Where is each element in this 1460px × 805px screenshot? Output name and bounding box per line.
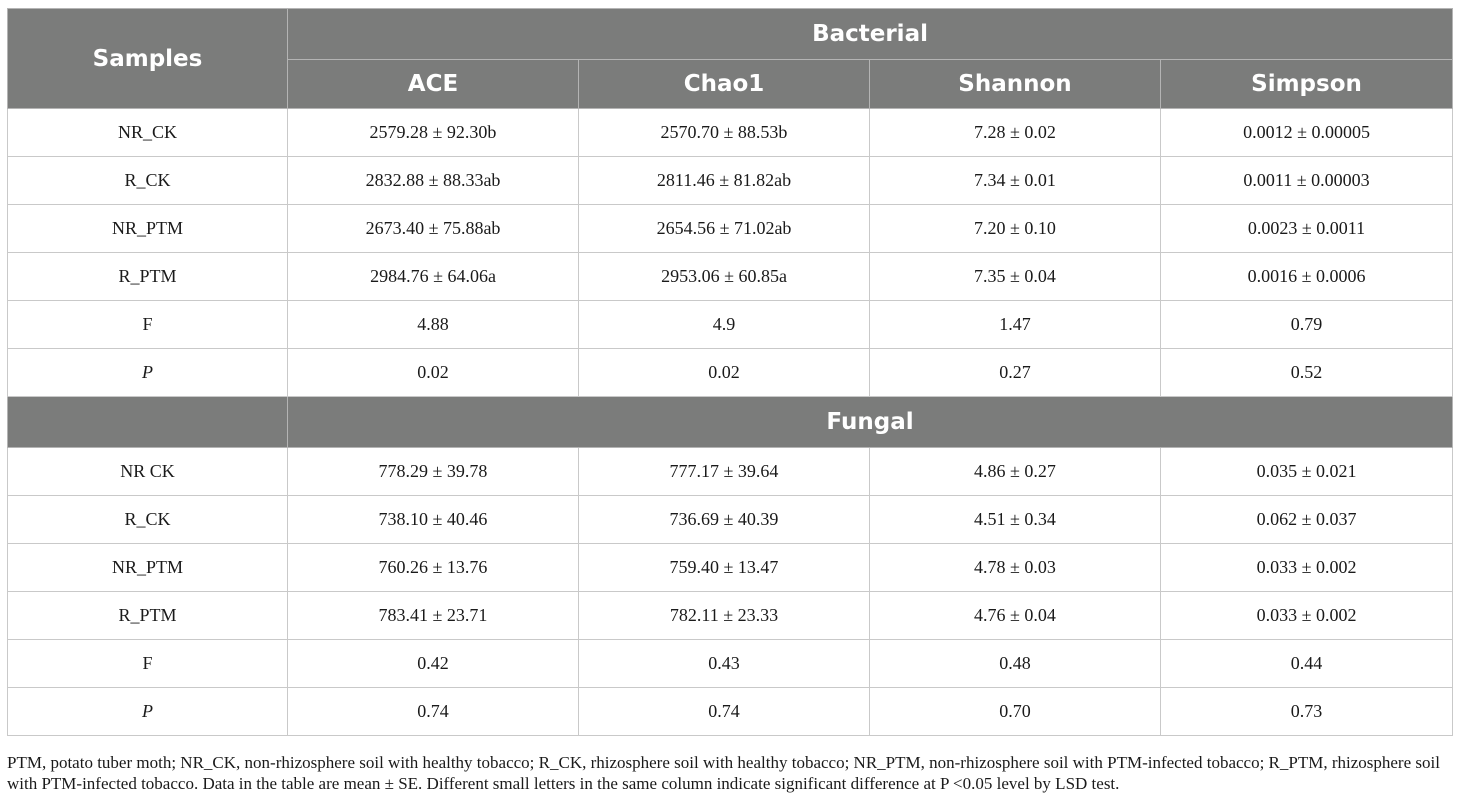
simpson-cell: 0.035 ± 0.021: [1161, 448, 1453, 496]
simpson-cell: 0.0023 ± 0.0011: [1161, 205, 1453, 253]
chao1-cell: 0.74: [579, 688, 870, 736]
col-header-chao1: Chao1: [579, 60, 870, 109]
shannon-cell: 1.47: [870, 301, 1161, 349]
table-row: [8, 640, 1453, 688]
sample-cell: NR_PTM: [8, 205, 288, 253]
chao1-cell: 782.11 ± 23.33: [579, 592, 870, 640]
ace-cell: 2832.88 ± 88.33ab: [288, 157, 579, 205]
simpson-cell: 0.062 ± 0.037: [1161, 496, 1453, 544]
table-row: [8, 496, 1453, 544]
simpson-cell: 0.0011 ± 0.00003: [1161, 157, 1453, 205]
simpson-cell: 0.033 ± 0.002: [1161, 592, 1453, 640]
sample-cell: P: [8, 688, 288, 736]
sample-cell: F: [8, 640, 288, 688]
table-row: [8, 109, 1453, 157]
fungal-header-row: [8, 397, 1453, 448]
ace-cell: 0.02: [288, 349, 579, 397]
ace-cell: 760.26 ± 13.76: [288, 544, 579, 592]
col-header-shannon: Shannon: [870, 60, 1161, 109]
ace-cell: 783.41 ± 23.71: [288, 592, 579, 640]
table-row: [8, 544, 1453, 592]
shannon-cell: 0.70: [870, 688, 1161, 736]
chao1-cell: 2570.70 ± 88.53b: [579, 109, 870, 157]
sample-cell: R_CK: [8, 496, 288, 544]
shannon-cell: 4.51 ± 0.34: [870, 496, 1161, 544]
samples-header: Samples: [8, 9, 288, 109]
shannon-cell: 4.86 ± 0.27: [870, 448, 1161, 496]
sample-cell: R_PTM: [8, 253, 288, 301]
table-row: [8, 688, 1453, 736]
sample-cell: F: [8, 301, 288, 349]
ace-cell: 2984.76 ± 64.06a: [288, 253, 579, 301]
simpson-cell: 0.033 ± 0.002: [1161, 544, 1453, 592]
table-row: [8, 592, 1453, 640]
sample-cell: R_PTM: [8, 592, 288, 640]
shannon-cell: 7.20 ± 0.10: [870, 205, 1161, 253]
table-row: [8, 448, 1453, 496]
sample-cell: NR_PTM: [8, 544, 288, 592]
chao1-cell: 0.02: [579, 349, 870, 397]
chao1-cell: 4.9: [579, 301, 870, 349]
header-row-group: [8, 9, 1453, 60]
table-row: [8, 205, 1453, 253]
chao1-cell: 2654.56 ± 71.02ab: [579, 205, 870, 253]
chao1-cell: 0.43: [579, 640, 870, 688]
shannon-cell: 0.48: [870, 640, 1161, 688]
table-row: [8, 157, 1453, 205]
table-row: [8, 301, 1453, 349]
ace-cell: 4.88: [288, 301, 579, 349]
chao1-cell: 2953.06 ± 60.85a: [579, 253, 870, 301]
shannon-cell: 0.27: [870, 349, 1161, 397]
fungal-header-blank: [8, 397, 288, 448]
table-row: [8, 349, 1453, 397]
ace-cell: 0.42: [288, 640, 579, 688]
sample-cell: P: [8, 349, 288, 397]
ace-cell: 738.10 ± 40.46: [288, 496, 579, 544]
sample-cell: NR_CK: [8, 109, 288, 157]
simpson-cell: 0.73: [1161, 688, 1453, 736]
chao1-cell: 759.40 ± 13.47: [579, 544, 870, 592]
simpson-cell: 0.79: [1161, 301, 1453, 349]
col-header-simpson: Simpson: [1161, 60, 1453, 109]
shannon-cell: 4.76 ± 0.04: [870, 592, 1161, 640]
shannon-cell: 4.78 ± 0.03: [870, 544, 1161, 592]
simpson-cell: 0.44: [1161, 640, 1453, 688]
ace-cell: 778.29 ± 39.78: [288, 448, 579, 496]
simpson-cell: 0.0016 ± 0.0006: [1161, 253, 1453, 301]
sample-cell: R_CK: [8, 157, 288, 205]
simpson-cell: 0.0012 ± 0.00005: [1161, 109, 1453, 157]
diversity-table: [7, 8, 1453, 736]
table-footnote: PTM, potato tuber moth; NR_CK, non-rhizosphere soil with healthy tobacco; R_CK, rhizosphere soil with healthy tobacco; NR_PTM, non-rhizosphere soil with PTM-infected tobacco; R_PTM, rhizosphere soil with PTM-infected tobacco. Data in the table are mean ± SE. Different small letters in the same column indicate significant difference at P <0.05 level by LSD test.: [7, 753, 1440, 793]
col-header-ace: ACE: [288, 60, 579, 109]
sample-cell: NR CK: [8, 448, 288, 496]
chao1-cell: 2811.46 ± 81.82ab: [579, 157, 870, 205]
ace-cell: 2579.28 ± 92.30b: [288, 109, 579, 157]
simpson-cell: 0.52: [1161, 349, 1453, 397]
chao1-cell: 736.69 ± 40.39: [579, 496, 870, 544]
ace-cell: 2673.40 ± 75.88ab: [288, 205, 579, 253]
ace-cell: 0.74: [288, 688, 579, 736]
bacterial-header: Bacterial: [288, 9, 1453, 60]
shannon-cell: 7.34 ± 0.01: [870, 157, 1161, 205]
table-row: [8, 253, 1453, 301]
fungal-header: Fungal: [288, 397, 1453, 448]
shannon-cell: 7.35 ± 0.04: [870, 253, 1161, 301]
shannon-cell: 7.28 ± 0.02: [870, 109, 1161, 157]
chao1-cell: 777.17 ± 39.64: [579, 448, 870, 496]
